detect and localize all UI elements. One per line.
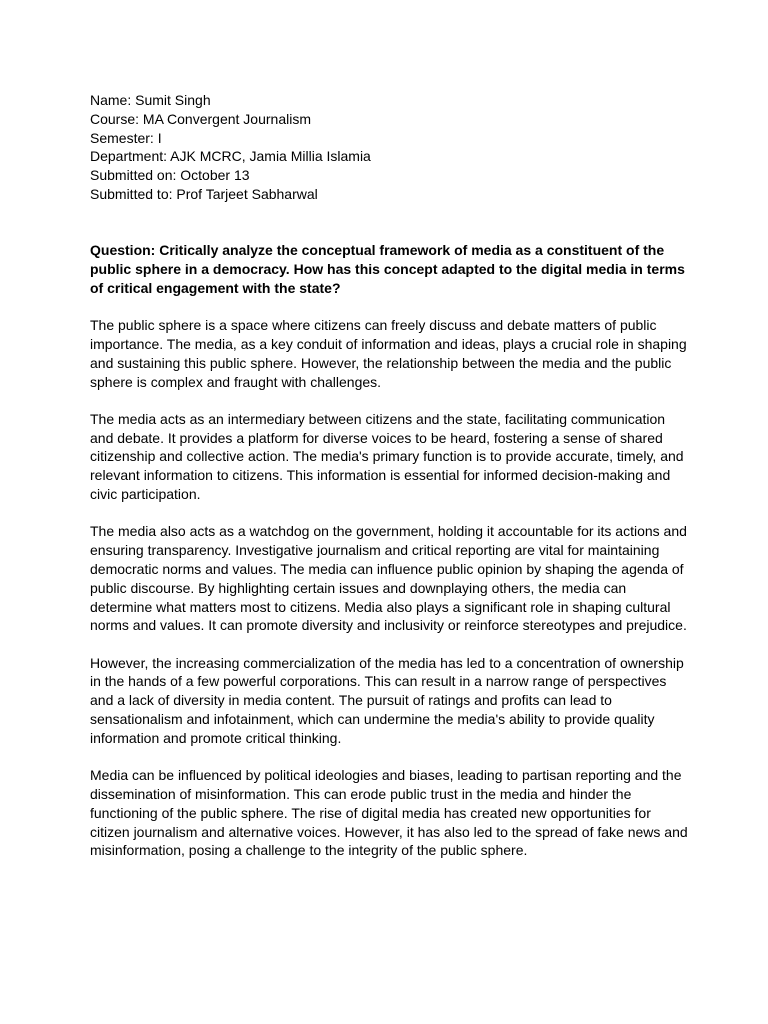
submission-details [90, 91, 690, 204]
department: Department: AJK MCRC, Jamia Millia Islamia [90, 148, 371, 165]
submitted-on: Submitted on: October 13 [90, 167, 250, 184]
question-heading: Question: Critically analyze the conceptual framework of media as a constituent of the public sphere in a democracy. How has this concept adapted to the digital media in terms of critical engagement with the state? [90, 242, 685, 296]
paragraph-watchdog: The media also acts as a watchdog on the government, holding it accountable for its actions and ensuring transparency. Investigative journalism and critical reporting are vital for maintaining democratic norms and values. The media can influence public opinion by shaping the agenda of public discourse. By highlighting certain issues and downplaying others, the media can determine what matters most to citizens. Media also plays a significant role in shaping cultural norms and values. It can promote diversity and inclusivity or reinforce stereotypes and prejudice. [90, 523, 687, 634]
document-page [90, 91, 690, 860]
paragraph-political-bias: Media can be influenced by political ideologies and biases, leading to partisan reporting and the dissemination of misinformation. This can erode public trust in the media and hinder the functioning of the public sphere. The rise of digital media has created new opportunities for citizen journalism and alternative voices. However, it has also led to the spread of fake news and misinformation, posing a challenge to the integrity of the public sphere. [90, 767, 688, 859]
paragraph-public-sphere: The public sphere is a space where citizens can freely discuss and debate matters of public importance. The media, as a key conduit of information and ideas, plays a crucial role in shaping and sustaining this public sphere. However, the relationship between the media and the public sphere is complex and fraught with challenges. [90, 317, 687, 390]
course-name: Course: MA Convergent Journalism [90, 110, 311, 127]
submitted-to: Submitted to: Prof Tarjeet Sabharwal [90, 185, 318, 202]
student-name: Name: Sumit Singh [90, 92, 211, 108]
semester: Semester: I [90, 129, 162, 146]
paragraph-intermediary: The media acts as an intermediary between citizens and the state, facilitating communication and debate. It provides a platform for diverse voices to be heard, fostering a sense of shared citizenship and collective action. The media's primary function is to provide accurate, timely, and relevant information to citizens. This information is essential for informed decision-making and civic participation. [90, 410, 684, 503]
paragraph-commercialization: However, the increasing commercialization of the media has led to a concentration of ownership in the hands of a few powerful corporations. This can result in a narrow range of perspectives and a lack of diversity in media content. The pursuit of ratings and profits can lead to sensationalism and infotainment, which can undermine the media's ability to provide quality information and promote critical thinking. [90, 654, 684, 746]
